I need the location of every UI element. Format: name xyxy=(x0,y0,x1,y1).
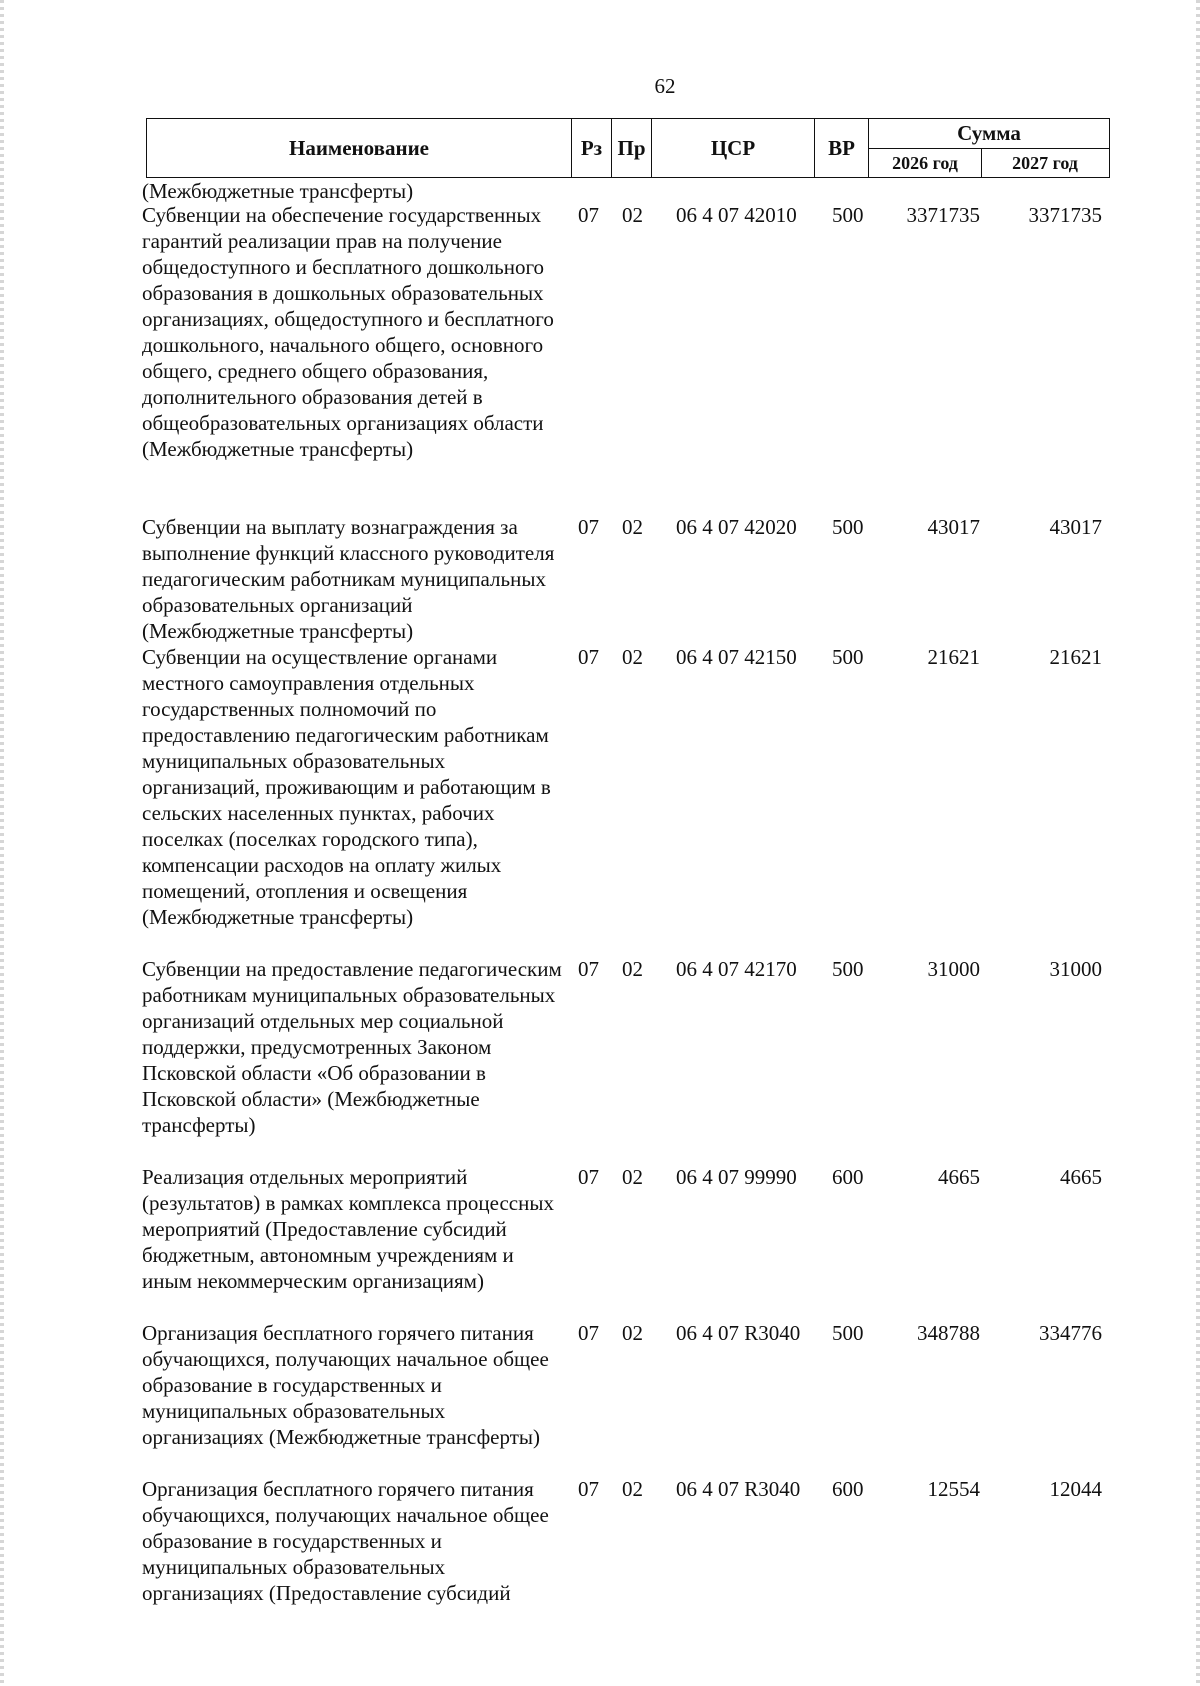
row-pr: 02 xyxy=(622,1165,643,1189)
header-year-2026: 2026 год xyxy=(869,149,982,177)
row-sum-2027: 43017 xyxy=(1049,515,1102,539)
row-vr: 600 xyxy=(832,1477,864,1501)
row-sum-2026: 12554 xyxy=(927,1477,980,1501)
header-year-2027: 2027 год xyxy=(1012,152,1078,173)
header-rz: Рз xyxy=(572,119,612,177)
row-csr: 06 4 07 R3040 xyxy=(676,1321,801,1345)
row-name: Организация бесплатного горячего питания обучающихся, получающих начальное общее образование в государственных и муниципальных образовательных организациях (Межбюджетные трансферты) xyxy=(142,1321,549,1449)
row-vr: 500 xyxy=(832,1321,864,1345)
row-name: Организация бесплатного горячего питания обучающихся, получающих начальное общее образование в государственных и муниципальных образовательных организациях (Предоставление субсидий xyxy=(142,1477,549,1605)
header-sum xyxy=(869,119,1109,177)
header-sum-title: Сумма xyxy=(869,119,1109,149)
row-vr: 500 xyxy=(832,957,864,981)
row-sum-2027: 334776 xyxy=(1039,1321,1102,1345)
row-pr: 02 xyxy=(622,515,643,539)
row-name: Субвенции на осуществление органами местного самоуправления отдельных государственных полномочий по предоставлению педагогическим работникам муниципальных образовательных организаций, проживающим и работающим в сельских населенных пунктах, рабочих поселках (поселках городского типа), компенсации расходов на оплату жилых помещений, отопления и освещения (Межбюджетные трансферты) xyxy=(142,645,551,929)
row-vr: 500 xyxy=(832,515,864,539)
row-csr: 06 4 07 99990 xyxy=(676,1165,797,1189)
table-header xyxy=(146,118,1110,178)
row-rz: 07 xyxy=(578,1477,599,1501)
row-vr: 600 xyxy=(832,1165,864,1189)
row-sum-2026: 21621 xyxy=(927,645,980,669)
row-sum-2027: 31000 xyxy=(1049,957,1102,981)
row-sum-2026: 43017 xyxy=(927,515,980,539)
row-sum-2026: 4665 xyxy=(938,1165,980,1189)
row-sum-2026: 31000 xyxy=(927,957,980,981)
row-rz: 07 xyxy=(578,957,599,981)
row-name: Субвенции на предоставление педагогическим работникам муниципальных образовательных организаций отдельных мер социальной поддержки, предусмотренных Законом Псковской области «Об образовании в Псковской области» (Межбюджетные трансферты) xyxy=(142,957,562,1137)
row-rz: 07 xyxy=(578,515,599,539)
row-vr: 500 xyxy=(832,203,864,227)
row-pr: 02 xyxy=(622,1321,643,1345)
table-row xyxy=(0,644,1200,956)
row-rz: 07 xyxy=(578,1165,599,1189)
row-rz: 07 xyxy=(578,203,599,227)
row-pr: 02 xyxy=(622,957,643,981)
table-row xyxy=(0,1164,1200,1320)
row-csr: 06 4 07 42010 xyxy=(676,203,797,227)
header-csr: ЦСР xyxy=(652,119,815,177)
row-vr: 500 xyxy=(832,645,864,669)
row-pr: 02 xyxy=(622,1477,643,1501)
table-row xyxy=(0,178,1200,202)
row-csr: 06 4 07 42170 xyxy=(676,957,797,981)
row-csr: 06 4 07 42020 xyxy=(676,515,797,539)
row-sum-2027: 4665 xyxy=(1060,1165,1102,1189)
row-name: (Межбюджетные трансферты) xyxy=(142,179,414,203)
row-pr: 02 xyxy=(622,645,643,669)
table-row xyxy=(0,1320,1200,1476)
row-name: Субвенции на выплату вознаграждения за выполнение функций классного руководителя педагогическим работникам муниципальных образовательных организаций (Межбюджетные трансферты) xyxy=(142,515,555,643)
table-body xyxy=(0,178,1200,1606)
table-row xyxy=(0,202,1200,514)
header-pr: Пр xyxy=(612,119,652,177)
row-pr: 02 xyxy=(622,203,643,227)
table-row xyxy=(0,514,1200,644)
row-sum-2027: 3371735 xyxy=(1028,203,1102,227)
row-rz: 07 xyxy=(578,1321,599,1345)
row-sum-2026: 3371735 xyxy=(906,203,980,227)
row-csr: 06 4 07 R3040 xyxy=(676,1477,801,1501)
row-csr: 06 4 07 42150 xyxy=(676,645,797,669)
page-number: 62 xyxy=(654,74,676,98)
row-sum-2027: 12044 xyxy=(1049,1477,1102,1501)
row-rz: 07 xyxy=(578,645,599,669)
row-name: Субвенции на обеспечение государственных гарантий реализации прав на получение общедоступного и бесплатного дошкольного образования в дошкольных образовательных организациях, общедоступного и бесплатного дошкольного, начального общего, основного общего, среднего общего образования, дополнительного образования детей в общеобразовательных организациях области (Межбюджетные трансферты) xyxy=(142,203,554,461)
table-row xyxy=(0,1476,1200,1606)
row-name: Реализация отдельных мероприятий (результатов) в рамках комплекса процессных мероприятий (Предоставление субсидий бюджетным, автономным учреждениям и иным некоммерческим организациям) xyxy=(142,1165,554,1293)
header-vr: ВР xyxy=(815,119,869,177)
row-sum-2027: 21621 xyxy=(1049,645,1102,669)
row-sum-2026: 348788 xyxy=(917,1321,980,1345)
header-name: Наименование xyxy=(147,119,572,177)
table-row xyxy=(0,956,1200,1164)
